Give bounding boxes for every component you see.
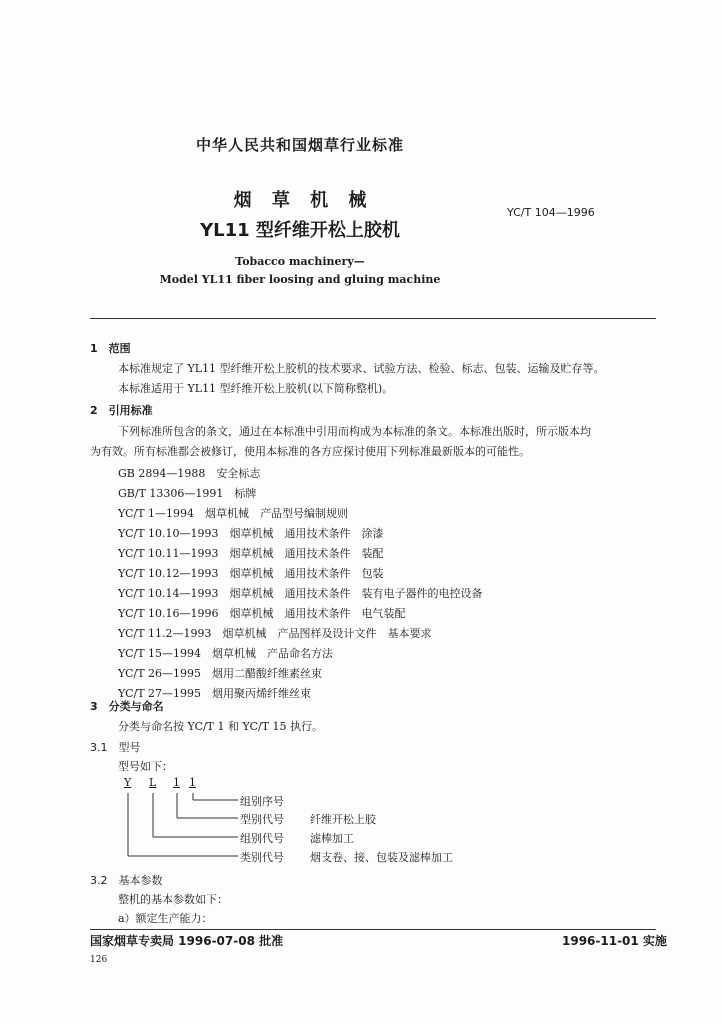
- model-label-desc: 烟支卷、接、包装及滤棒加工: [310, 851, 453, 864]
- section-1-para-2: 本标准适用于 YL11 型纤维开松上胶机(以下简称整机)。: [118, 382, 394, 395]
- model-label: 型别代号: [240, 813, 284, 826]
- org-title: 中华人民共和国烟草行业标准: [195, 136, 404, 154]
- ref-item: YC/T 10.12—1993 烟草机械 通用技术条件 包装: [118, 567, 384, 580]
- section-3-2-heading: 3.2 基本参数: [90, 874, 163, 887]
- footer-rule: [90, 929, 656, 930]
- model-label-desc: 滤棒加工: [310, 832, 354, 845]
- ref-item: YC/T 10.11—1993 烟草机械 通用技术条件 装配: [118, 547, 384, 560]
- ref-item: YC/T 10.10—1993 烟草机械 通用技术条件 涂漆: [118, 527, 384, 540]
- section-3-1-intro: 型号如下：: [118, 760, 173, 773]
- model-char: L: [149, 776, 157, 789]
- model-char: Y: [124, 776, 132, 789]
- model-label: 类别代号: [240, 851, 284, 864]
- ref-item: YC/T 10.14—1993 烟草机械 通用技术条件 装有电子器件的电控设备: [118, 587, 483, 600]
- model-label: 组别序号: [240, 795, 284, 808]
- ref-item: GB 2894—1988 安全标志: [118, 467, 261, 480]
- title-cn-line2: YL11 型纤维开松上胶机: [200, 220, 400, 241]
- model-label: 组别代号: [240, 832, 284, 845]
- model-char: 1: [189, 776, 196, 789]
- issuer-line: 国家烟草专卖局 1996-07-08 批准: [90, 934, 284, 948]
- section-3-1-heading: 3.1 型号: [90, 741, 141, 754]
- page-number: 126: [90, 955, 108, 965]
- title-en-line1: Tobacco machinery—: [235, 255, 365, 268]
- title-en-line2: Model YL11 fiber loosing and gluing machine: [159, 273, 441, 286]
- ref-item: GB/T 13306—1991 标牌: [118, 487, 257, 500]
- section-3-intro: 分类与命名按 YC/T 1 和 YC/T 15 执行。: [118, 720, 324, 733]
- ref-item: YC/T 1—1994 烟草机械 产品型号编制规则: [118, 507, 349, 520]
- section-1-para-1: 本标准规定了 YL11 型纤维开松上胶机的技术要求、试验方法、检验、标志、包装、运输及贮存等。: [118, 362, 605, 375]
- section-1-heading: 1 范围: [90, 342, 131, 355]
- model-label-desc: 纤维开松上胶: [310, 813, 376, 826]
- section-3-heading: 3 分类与命名: [90, 700, 164, 713]
- standard-code: YC/T 104—1996: [507, 206, 595, 219]
- section-3-2-intro: 整机的基本参数如下：: [118, 893, 228, 906]
- ref-item: YC/T 11.2—1993 烟草机械 产品图样及设计文件 基本要求: [118, 627, 432, 640]
- model-char: 1: [173, 776, 180, 789]
- section-2-intro-2: 为有效。所有标准都会被修订，使用本标准的各方应探讨使用下列标准最新版本的可能性。: [90, 445, 530, 458]
- section-2-heading: 2 引用标准: [90, 404, 153, 417]
- title-cn-line1: 烟 草 机 械: [233, 190, 367, 211]
- ref-item: YC/T 10.16—1996 烟草机械 通用技术条件 电气装配: [118, 607, 406, 620]
- ref-item: YC/T 15—1994 烟草机械 产品命名方法: [118, 647, 334, 660]
- effective-date: 1996-11-01 实施: [562, 934, 667, 948]
- section-2-intro-1: 下列标准所包含的条文，通过在本标准中引用而构成为本标准的条文。本标准出版时，所示版本均: [118, 425, 591, 438]
- ref-item: YC/T 26—1995 烟用二醋酸纤维素丝束: [118, 667, 323, 680]
- section-3-2-item-a: a）额定生产能力：: [118, 912, 213, 925]
- ref-item: YC/T 27—1995 烟用聚丙烯纤维丝束: [118, 687, 312, 700]
